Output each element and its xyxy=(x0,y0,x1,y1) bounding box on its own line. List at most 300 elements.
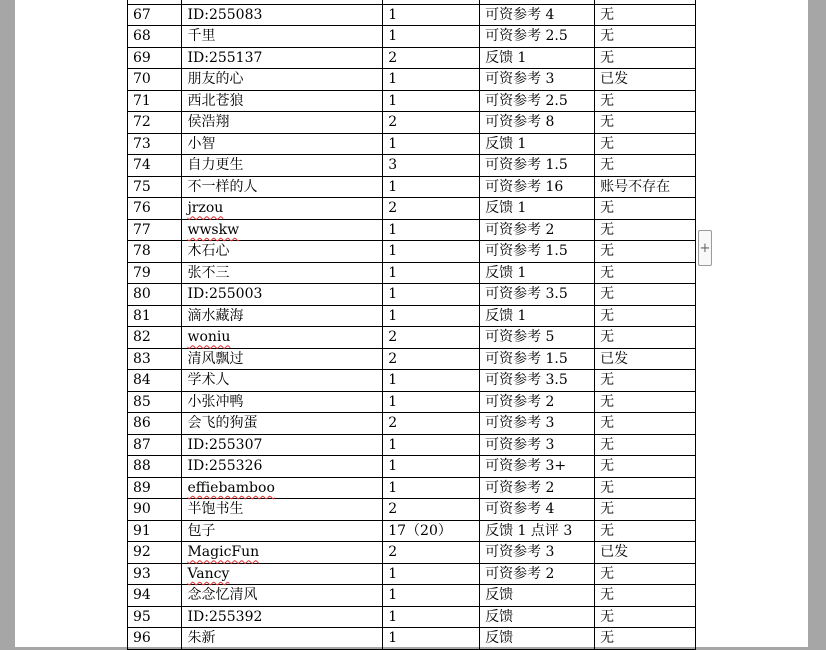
right-gutter xyxy=(808,0,826,647)
cell-user-name[interactable] xyxy=(182,434,383,456)
user-name-text: ID:255326 xyxy=(187,458,263,475)
cell-status-value[interactable] xyxy=(595,413,696,435)
cell-note-value[interactable] xyxy=(480,563,595,585)
cell-note-value[interactable] xyxy=(480,520,595,542)
cell-note-value[interactable] xyxy=(480,413,595,435)
cell-count-value[interactable] xyxy=(383,434,480,456)
cell-count-value[interactable] xyxy=(383,133,480,155)
row-number-text: 79 xyxy=(133,264,151,281)
row-number-text: 90 xyxy=(133,501,151,518)
note-value-text: 可资参考 2.5 xyxy=(485,92,568,109)
row-number-text: 84 xyxy=(133,372,151,389)
status-value-text: 无 xyxy=(600,329,615,346)
cell-count-value[interactable] xyxy=(383,262,480,284)
row-number-text: 75 xyxy=(133,178,151,195)
cell-row-number[interactable] xyxy=(128,542,182,564)
table-body xyxy=(128,0,696,649)
row-number-text: 68 xyxy=(133,28,151,45)
cell-note-value[interactable] xyxy=(480,69,595,91)
cell-user-name[interactable] xyxy=(182,47,383,69)
user-name-text: 朋友的心 xyxy=(187,71,244,88)
table-row xyxy=(128,327,696,349)
user-name-text: 不一样的人 xyxy=(187,178,258,195)
note-value-text: 可资参考 3+ xyxy=(485,458,567,475)
cell-count-value[interactable] xyxy=(383,69,480,91)
status-value-text: 无 xyxy=(600,307,615,324)
cell-status-value[interactable] xyxy=(595,456,696,478)
count-value-text: 1 xyxy=(388,372,398,389)
cell-status-value[interactable] xyxy=(595,90,696,112)
cell-status-value[interactable] xyxy=(595,305,696,327)
cell-count-value[interactable] xyxy=(383,305,480,327)
cell-user-name[interactable] xyxy=(182,176,383,198)
cell-user-name[interactable] xyxy=(182,327,383,349)
cell-user-name[interactable] xyxy=(182,499,383,521)
cell-user-name[interactable] xyxy=(182,305,383,327)
user-name-text: MagicFun xyxy=(187,544,260,561)
row-number-text: 93 xyxy=(133,565,151,582)
table-row xyxy=(128,241,696,263)
cell-status-value[interactable] xyxy=(595,26,696,48)
cell-note-value[interactable] xyxy=(480,47,595,69)
cell-row-number[interactable] xyxy=(128,47,182,69)
note-value-text: 反馈 1 点评 3 xyxy=(485,522,573,539)
table-row xyxy=(128,219,696,241)
table-row xyxy=(128,198,696,220)
count-value-text: 1 xyxy=(388,6,398,23)
count-value-text: 2 xyxy=(388,200,398,217)
cell-row-number[interactable] xyxy=(128,520,182,542)
cell-status-value[interactable] xyxy=(595,327,696,349)
table-row xyxy=(128,477,696,499)
cell-row-number[interactable] xyxy=(128,90,182,112)
cell-row-number[interactable] xyxy=(128,241,182,263)
cell-user-name[interactable] xyxy=(182,241,383,263)
count-value-text: 1 xyxy=(388,71,398,88)
row-number-text: 77 xyxy=(133,221,151,238)
count-value-text: 1 xyxy=(388,286,398,303)
row-number-text: 85 xyxy=(133,393,151,410)
cell-row-number[interactable] xyxy=(128,305,182,327)
cell-row-number[interactable] xyxy=(128,327,182,349)
cell-status-value[interactable] xyxy=(595,606,696,628)
cell-note-value[interactable] xyxy=(480,542,595,564)
user-name-text: wwskw xyxy=(187,221,240,238)
table-row xyxy=(128,370,696,392)
cell-note-value[interactable] xyxy=(480,456,595,478)
cell-user-name[interactable] xyxy=(182,628,383,650)
cell-user-name[interactable] xyxy=(182,348,383,370)
note-value-text: 可资参考 2 xyxy=(485,565,555,582)
note-value-text: 可资参考 16 xyxy=(485,178,564,195)
count-value-text: 1 xyxy=(388,28,398,45)
cell-status-value[interactable] xyxy=(595,219,696,241)
cell-row-number[interactable] xyxy=(128,391,182,413)
cell-status-value[interactable] xyxy=(595,262,696,284)
status-value-text: 无 xyxy=(600,436,615,453)
cell-note-value[interactable] xyxy=(480,155,595,177)
status-value-text: 无 xyxy=(600,6,615,23)
count-value-text: 1 xyxy=(388,587,398,604)
note-value-text: 反馈 1 xyxy=(485,264,527,281)
cell-user-name[interactable] xyxy=(182,69,383,91)
cell-user-name[interactable] xyxy=(182,585,383,607)
cell-note-value[interactable] xyxy=(480,262,595,284)
row-number-text: 71 xyxy=(133,92,151,109)
row-number-text: 86 xyxy=(133,415,151,432)
cell-count-value[interactable] xyxy=(383,499,480,521)
cell-count-value[interactable] xyxy=(383,241,480,263)
count-value-text: 2 xyxy=(388,114,398,131)
note-value-text: 反馈 1 xyxy=(485,135,527,152)
cell-note-value[interactable] xyxy=(480,133,595,155)
table-row xyxy=(128,69,696,91)
cell-user-name[interactable] xyxy=(182,413,383,435)
cell-count-value[interactable] xyxy=(383,477,480,499)
cell-user-name[interactable] xyxy=(182,198,383,220)
status-value-text: 无 xyxy=(600,157,615,174)
cell-note-value[interactable] xyxy=(480,176,595,198)
cell-row-number[interactable] xyxy=(128,133,182,155)
cell-note-value[interactable] xyxy=(480,434,595,456)
cell-count-value[interactable] xyxy=(383,26,480,48)
count-value-text: 1 xyxy=(388,243,398,260)
cell-note-value[interactable] xyxy=(480,90,595,112)
row-number-text: 80 xyxy=(133,286,151,303)
count-value-text: 3 xyxy=(388,157,398,174)
status-value-text: 无 xyxy=(600,393,615,410)
user-name-text: effiebamboo xyxy=(187,479,275,496)
cell-row-number[interactable] xyxy=(128,563,182,585)
count-value-text: 1 xyxy=(388,479,398,496)
table-row xyxy=(128,606,696,628)
note-value-text: 可资参考 3 xyxy=(485,436,555,453)
cell-note-value[interactable] xyxy=(480,198,595,220)
cell-status-value[interactable] xyxy=(595,176,696,198)
count-value-text: 2 xyxy=(388,544,398,561)
cell-count-value[interactable] xyxy=(383,284,480,306)
cell-user-name[interactable] xyxy=(182,4,383,26)
cell-row-number[interactable] xyxy=(128,112,182,134)
cell-count-value[interactable] xyxy=(383,391,480,413)
cell-status-value[interactable] xyxy=(595,628,696,650)
count-value-text: 1 xyxy=(388,307,398,324)
cell-row-number[interactable] xyxy=(128,606,182,628)
cell-count-value[interactable] xyxy=(383,198,480,220)
cell-status-value[interactable] xyxy=(595,563,696,585)
table-row xyxy=(128,305,696,327)
cell-user-name[interactable] xyxy=(182,520,383,542)
table-row xyxy=(128,133,696,155)
cell-note-value[interactable] xyxy=(480,241,595,263)
row-number-text: 81 xyxy=(133,307,151,324)
cell-note-value[interactable] xyxy=(480,499,595,521)
count-value-text: 1 xyxy=(388,264,398,281)
row-number-text: 76 xyxy=(133,200,151,217)
table-row xyxy=(128,628,696,650)
status-value-text: 无 xyxy=(600,630,615,647)
count-value-text: 1 xyxy=(388,608,398,625)
cell-user-name[interactable] xyxy=(182,155,383,177)
note-value-text: 可资参考 3 xyxy=(485,415,555,432)
table-row xyxy=(128,4,696,26)
cell-status-value[interactable] xyxy=(595,391,696,413)
status-value-text: 已发 xyxy=(600,350,629,367)
cell-user-name[interactable] xyxy=(182,112,383,134)
cell-row-number[interactable] xyxy=(128,176,182,198)
count-value-text: 1 xyxy=(388,458,398,475)
table-row xyxy=(128,391,696,413)
note-value-text: 反馈 1 xyxy=(485,49,527,66)
cell-note-value[interactable] xyxy=(480,477,595,499)
table-row xyxy=(128,434,696,456)
cell-row-number[interactable] xyxy=(128,262,182,284)
cell-row-number[interactable] xyxy=(128,26,182,48)
note-value-text: 反馈 xyxy=(485,608,514,625)
count-value-text: 1 xyxy=(388,92,398,109)
cell-count-value[interactable] xyxy=(383,219,480,241)
cell-user-name[interactable] xyxy=(182,284,383,306)
cell-user-name[interactable] xyxy=(182,26,383,48)
cell-status-value[interactable] xyxy=(595,477,696,499)
row-number-text: 82 xyxy=(133,329,151,346)
note-value-text: 可资参考 2.5 xyxy=(485,28,568,45)
status-value-text: 无 xyxy=(600,200,615,217)
table-row xyxy=(128,499,696,521)
cell-row-number[interactable] xyxy=(128,434,182,456)
table-row xyxy=(128,413,696,435)
user-name-text: 会飞的狗蛋 xyxy=(187,415,258,432)
cell-row-number[interactable] xyxy=(128,284,182,306)
cell-note-value[interactable] xyxy=(480,26,595,48)
cell-count-value[interactable] xyxy=(383,520,480,542)
cell-count-value[interactable] xyxy=(383,628,480,650)
cell-row-number[interactable] xyxy=(128,4,182,26)
row-number-text: 92 xyxy=(133,544,151,561)
count-value-text: 1 xyxy=(388,135,398,152)
cell-count-value[interactable] xyxy=(383,4,480,26)
note-value-text: 反馈 1 xyxy=(485,200,527,217)
cell-status-value[interactable] xyxy=(595,585,696,607)
cell-user-name[interactable] xyxy=(182,133,383,155)
status-value-text: 无 xyxy=(600,565,615,582)
status-value-text: 无 xyxy=(600,135,615,152)
cell-user-name[interactable] xyxy=(182,542,383,564)
status-value-text: 无 xyxy=(600,608,615,625)
user-name-text: ID:255083 xyxy=(187,6,263,23)
cell-count-value[interactable] xyxy=(383,413,480,435)
cell-count-value[interactable] xyxy=(383,112,480,134)
count-value-text: 1 xyxy=(388,565,398,582)
cell-note-value[interactable] xyxy=(480,606,595,628)
cell-row-number[interactable] xyxy=(128,585,182,607)
row-number-text: 73 xyxy=(133,135,151,152)
document-page xyxy=(15,0,808,647)
user-name-text: 侯浩翔 xyxy=(187,114,230,131)
cell-status-value[interactable] xyxy=(595,133,696,155)
cell-note-value[interactable] xyxy=(480,348,595,370)
cell-note-value[interactable] xyxy=(480,370,595,392)
cell-status-value[interactable] xyxy=(595,284,696,306)
status-value-text: 无 xyxy=(600,28,615,45)
table-row xyxy=(128,284,696,306)
note-value-text: 可资参考 3.5 xyxy=(485,286,568,303)
row-number-text: 87 xyxy=(133,436,151,453)
cell-count-value[interactable] xyxy=(383,456,480,478)
user-name-text: 滴水藏海 xyxy=(187,307,244,324)
cell-user-name[interactable] xyxy=(182,90,383,112)
cell-status-value[interactable] xyxy=(595,370,696,392)
user-name-text: 小张冲鸭 xyxy=(187,393,244,410)
row-number-text: 95 xyxy=(133,608,151,625)
cell-row-number[interactable] xyxy=(128,628,182,650)
cell-count-value[interactable] xyxy=(383,176,480,198)
cell-count-value[interactable] xyxy=(383,155,480,177)
cell-status-value[interactable] xyxy=(595,542,696,564)
cell-row-number[interactable] xyxy=(128,370,182,392)
count-value-text: 17（20） xyxy=(388,522,452,539)
user-name-text: 张不三 xyxy=(187,264,230,281)
status-value-text: 无 xyxy=(600,415,615,432)
cell-row-number[interactable] xyxy=(128,456,182,478)
row-number-text: 70 xyxy=(133,71,151,88)
user-name-text: 自力更生 xyxy=(187,157,244,174)
table-row xyxy=(128,176,696,198)
row-number-text: 94 xyxy=(133,587,151,604)
status-value-text: 无 xyxy=(600,49,615,66)
cell-note-value[interactable] xyxy=(480,305,595,327)
user-name-text: 朱新 xyxy=(187,630,216,647)
row-number-text: 67 xyxy=(133,6,151,23)
cell-status-value[interactable] xyxy=(595,69,696,91)
cell-count-value[interactable] xyxy=(383,542,480,564)
cell-count-value[interactable] xyxy=(383,90,480,112)
cell-status-value[interactable] xyxy=(595,198,696,220)
cell-user-name[interactable] xyxy=(182,477,383,499)
status-value-text: 无 xyxy=(600,92,615,109)
cell-note-value[interactable] xyxy=(480,284,595,306)
cell-user-name[interactable] xyxy=(182,219,383,241)
note-value-text: 反馈 1 xyxy=(485,307,527,324)
status-value-text: 已发 xyxy=(600,544,629,561)
table-row xyxy=(128,262,696,284)
cell-status-value[interactable] xyxy=(595,155,696,177)
user-name-text: 小智 xyxy=(187,135,216,152)
cell-note-value[interactable] xyxy=(480,628,595,650)
cell-user-name[interactable] xyxy=(182,370,383,392)
cell-note-value[interactable] xyxy=(480,4,595,26)
status-value-text: 无 xyxy=(600,479,615,496)
note-value-text: 可资参考 2 xyxy=(485,479,555,496)
cell-note-value[interactable] xyxy=(480,219,595,241)
status-value-text: 无 xyxy=(600,587,615,604)
cell-count-value[interactable] xyxy=(383,327,480,349)
table-row xyxy=(128,585,696,607)
cell-count-value[interactable] xyxy=(383,585,480,607)
table-row xyxy=(128,520,696,542)
note-value-text: 可资参考 4 xyxy=(485,6,555,23)
cell-row-number[interactable] xyxy=(128,348,182,370)
note-value-text: 可资参考 1.5 xyxy=(485,350,568,367)
cell-status-value[interactable] xyxy=(595,112,696,134)
user-name-text: 千里 xyxy=(187,28,216,45)
note-value-text: 可资参考 1.5 xyxy=(485,243,568,260)
status-value-text: 无 xyxy=(600,286,615,303)
row-number-text xyxy=(133,0,151,1)
cell-user-name[interactable] xyxy=(182,563,383,585)
cell-status-value[interactable] xyxy=(595,348,696,370)
cell-note-value[interactable] xyxy=(480,327,595,349)
cell-status-value[interactable] xyxy=(595,4,696,26)
user-name-text: woniu xyxy=(187,329,231,346)
cell-row-number[interactable] xyxy=(128,499,182,521)
cell-note-value[interactable] xyxy=(480,112,595,134)
user-name-text: Vancy xyxy=(187,565,230,582)
user-name-text: 包子 xyxy=(187,522,216,539)
cell-row-number[interactable] xyxy=(128,413,182,435)
row-number-text: 96 xyxy=(133,630,151,647)
note-value-text: 可资参考 8 xyxy=(485,114,555,131)
row-number-text: 88 xyxy=(133,458,151,475)
left-gutter xyxy=(0,0,15,647)
cell-count-value[interactable] xyxy=(383,606,480,628)
status-value-text: 账号不存在 xyxy=(600,178,671,195)
user-name-text: ID:255003 xyxy=(187,286,263,303)
cell-status-value[interactable] xyxy=(595,241,696,263)
user-name-text: 半饱书生 xyxy=(187,501,244,518)
row-number-text: 89 xyxy=(133,479,151,496)
table-row xyxy=(128,112,696,134)
cell-user-name[interactable] xyxy=(182,262,383,284)
user-name-text: ID:255137 xyxy=(187,49,263,66)
cell-count-value[interactable] xyxy=(383,47,480,69)
cell-user-name[interactable] xyxy=(182,456,383,478)
data-table xyxy=(127,0,696,650)
cell-row-number[interactable] xyxy=(128,477,182,499)
cell-note-value[interactable] xyxy=(480,391,595,413)
cell-count-value[interactable] xyxy=(383,563,480,585)
cell-row-number[interactable] xyxy=(128,69,182,91)
note-value-text: 反馈 xyxy=(485,587,514,604)
status-value-text: 无 xyxy=(600,243,615,260)
cell-row-number[interactable] xyxy=(128,155,182,177)
status-value-text: 无 xyxy=(600,522,615,539)
cell-row-number[interactable] xyxy=(128,198,182,220)
row-number-text: 74 xyxy=(133,157,151,174)
cell-count-value[interactable] xyxy=(383,348,480,370)
cell-status-value[interactable] xyxy=(595,434,696,456)
row-number-text: 72 xyxy=(133,114,151,131)
note-value-text: 反馈 xyxy=(485,630,514,647)
status-value-text: 无 xyxy=(600,264,615,281)
cell-row-number[interactable] xyxy=(128,219,182,241)
cell-status-value[interactable] xyxy=(595,47,696,69)
cell-status-value[interactable] xyxy=(595,499,696,521)
user-name-text: jrzou xyxy=(187,200,224,217)
count-value-text: 2 xyxy=(388,329,398,346)
cell-note-value[interactable] xyxy=(480,585,595,607)
count-value-text: 1 xyxy=(388,630,398,647)
add-row-button[interactable]: + xyxy=(698,230,712,266)
status-value-text: 无 xyxy=(600,221,615,238)
row-number-text: 91 xyxy=(133,522,151,539)
cell-status-value[interactable] xyxy=(595,520,696,542)
cell-count-value[interactable] xyxy=(383,370,480,392)
count-value-text: 1 xyxy=(388,393,398,410)
row-number-text: 69 xyxy=(133,49,151,66)
cell-user-name[interactable] xyxy=(182,391,383,413)
cell-user-name[interactable] xyxy=(182,606,383,628)
